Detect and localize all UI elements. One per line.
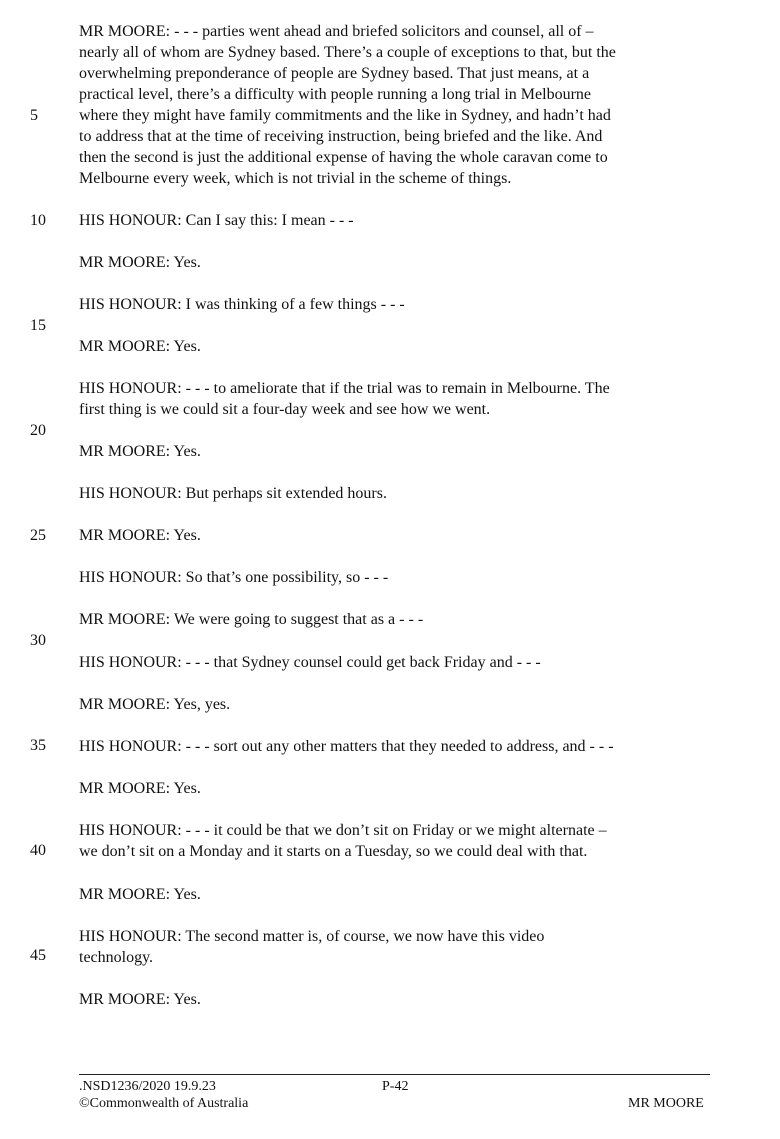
transcript-paragraph (79, 378, 719, 420)
transcript-paragraph (79, 336, 719, 357)
transcript-paragraph (79, 294, 719, 315)
transcript-line: Melbourne every week, which is not trivial in the scheme of things. (79, 170, 512, 187)
line-number: 25 (30, 527, 46, 544)
transcript-paragraph (79, 525, 719, 546)
transcript-line: HIS HONOUR: I was thinking of a few things - - - (79, 296, 405, 313)
transcript-line: first thing is we could sit a four-day week and see how we went. (79, 401, 491, 418)
transcript-paragraph (79, 483, 719, 504)
transcript-paragraph (79, 989, 719, 1010)
transcript-paragraph (79, 884, 719, 905)
transcript-paragraph (79, 252, 719, 273)
transcript-paragraph (79, 210, 719, 231)
transcript-line: MR MOORE: Yes. (79, 338, 201, 355)
transcript-line: HIS HONOUR: But perhaps sit extended hours. (79, 485, 387, 502)
line-number: 10 (30, 212, 46, 229)
line-number: 40 (30, 842, 46, 859)
transcript-line: we don’t sit on a Monday and it starts on a Tuesday, so we could deal with that. (79, 843, 588, 860)
transcript-line: HIS HONOUR: So that’s one possibility, so - - - (79, 569, 389, 586)
transcript-line: MR MOORE: Yes. (79, 886, 201, 903)
line-number: 45 (30, 947, 46, 964)
transcript-line: MR MOORE: - - - parties went ahead and briefed solicitors and counsel, all of – (79, 23, 594, 40)
transcript-line: MR MOORE: Yes. (79, 527, 201, 544)
transcript-line: then the second is just the additional expense of having the whole caravan come to (79, 149, 608, 166)
transcript-paragraph (79, 21, 719, 189)
transcript-line: technology. (79, 949, 154, 966)
line-number: 15 (30, 317, 46, 334)
footer-page-label: P-42 (382, 1079, 409, 1094)
footer-divider (79, 1074, 710, 1075)
transcript-line: overwhelming preponderance of people are Sydney based. That just means, at a (79, 65, 590, 82)
transcript-paragraph (79, 926, 719, 968)
footer-speaker: MR MOORE (628, 1096, 704, 1111)
transcript-paragraph (79, 736, 719, 757)
footer-case-reference: .NSD1236/2020 19.9.23 (79, 1079, 216, 1094)
transcript-line: MR MOORE: Yes. (79, 443, 201, 460)
transcript-line: HIS HONOUR: Can I say this: I mean - - - (79, 212, 354, 229)
transcript-line: where they might have family commitments and the like in Sydney, and hadn’t had (79, 107, 611, 124)
transcript-paragraph (79, 694, 719, 715)
transcript-paragraph (79, 441, 719, 462)
line-number: 5 (30, 107, 38, 124)
transcript-paragraph (79, 820, 719, 862)
transcript-line: practical level, there’s a difficulty with people running a long trial in Melbourne (79, 86, 591, 103)
transcript-line: MR MOORE: Yes, yes. (79, 696, 231, 713)
transcript-line: HIS HONOUR: - - - it could be that we don’t sit on Friday or we might alternate – (79, 822, 607, 839)
transcript-line: HIS HONOUR: - - - to ameliorate that if the trial was to remain in Melbourne. The (79, 380, 610, 397)
transcript-line: HIS HONOUR: - - - that Sydney counsel could get back Friday and - - - (79, 654, 541, 671)
transcript-line: MR MOORE: Yes. (79, 254, 201, 271)
transcript-paragraph (79, 609, 719, 630)
transcript-line: HIS HONOUR: The second matter is, of course, we now have this video (79, 928, 545, 945)
transcript-line: to address that at the time of receiving instruction, being briefed and the like. And (79, 128, 603, 145)
footer-copyright: ©Commonwealth of Australia (79, 1096, 249, 1111)
transcript-line: MR MOORE: We were going to suggest that as a - - - (79, 611, 424, 628)
transcript-line: nearly all of whom are Sydney based. There’s a couple of exceptions to that, but the (79, 44, 616, 61)
transcript-line: MR MOORE: Yes. (79, 991, 201, 1008)
transcript-paragraph (79, 652, 719, 673)
line-number: 20 (30, 422, 46, 439)
transcript-paragraph (79, 567, 719, 588)
line-number: 30 (30, 632, 46, 649)
transcript-line: MR MOORE: Yes. (79, 780, 201, 797)
line-number: 35 (30, 737, 46, 754)
transcript-line: HIS HONOUR: - - - sort out any other matters that they needed to address, and - - - (79, 738, 614, 755)
transcript-paragraph (79, 778, 719, 799)
